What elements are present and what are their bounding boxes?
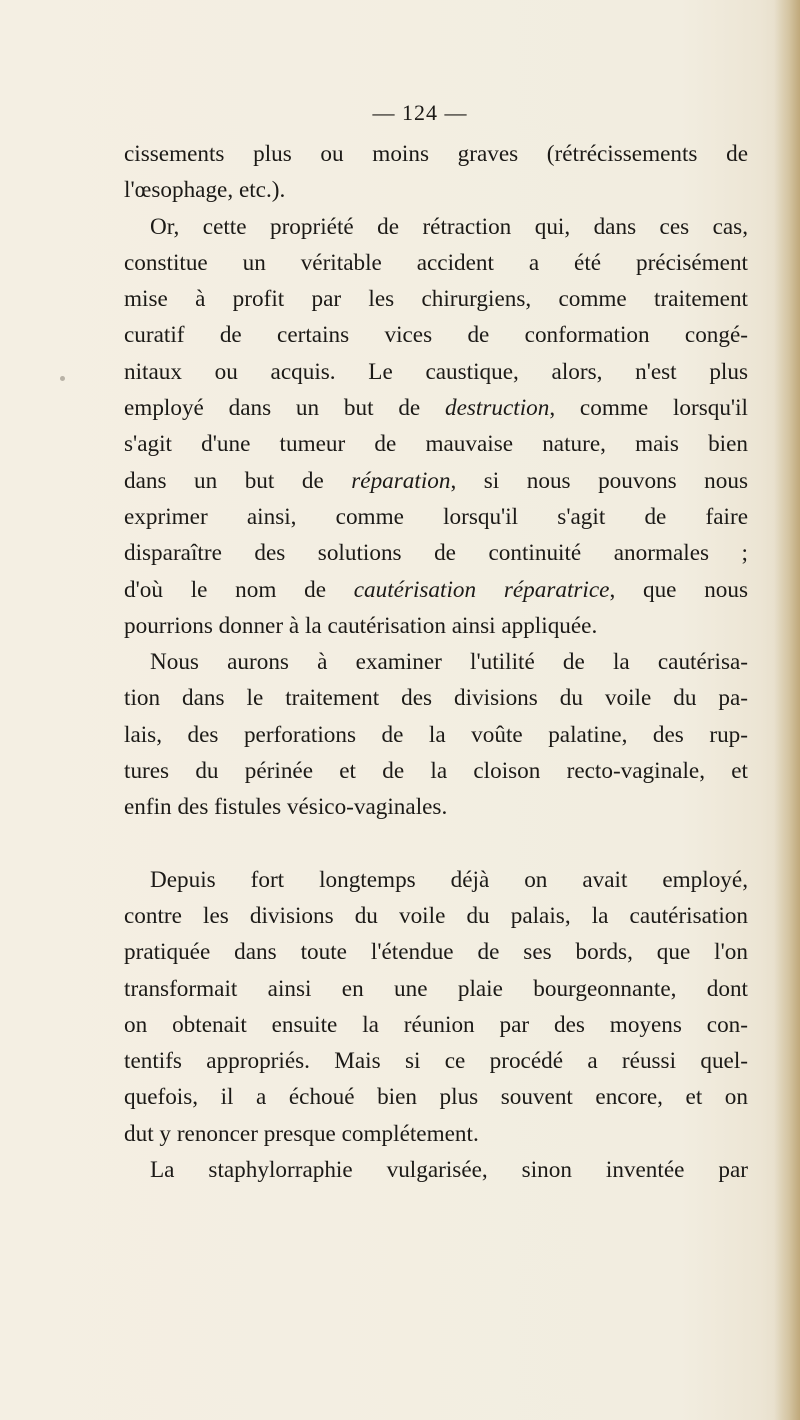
text-line bbox=[124, 390, 748, 426]
text-line: s'agit d'une tumeur de mauvaise nature, mais bien bbox=[124, 431, 748, 458]
paragraph-history bbox=[124, 862, 748, 1152]
body-text bbox=[124, 136, 748, 1188]
italic-term: réparation bbox=[351, 467, 451, 494]
page-edge-shadow bbox=[774, 0, 800, 1420]
italic-term: cautérisation réparatrice bbox=[353, 576, 610, 603]
text-line: tures du périnée et de la cloison recto-vaginale, et bbox=[124, 758, 748, 785]
text-line: La staphylorraphie vulgarisée, sinon inventée par bbox=[150, 1157, 748, 1184]
text-line: contre les divisions du voile du palais, la cautérisation bbox=[124, 902, 748, 929]
margin-speck bbox=[60, 376, 65, 381]
text-segment: dans un but de bbox=[124, 467, 352, 494]
text-segment: , que nous bbox=[609, 576, 748, 603]
text-line: enfin des fistules vésico-vaginales. bbox=[124, 794, 448, 821]
text-line bbox=[124, 463, 748, 499]
text-line: lais, des perforations de la voûte palatine, des rup- bbox=[124, 721, 748, 748]
text-line: disparaître des solutions de continuité anormales ; bbox=[124, 540, 748, 567]
paragraph-continuation bbox=[124, 136, 748, 209]
text-line: Depuis fort longtemps déjà on avait employé, bbox=[150, 866, 748, 893]
text-line: constitue un véritable accident a été précisément bbox=[124, 249, 748, 276]
paragraph-retraction bbox=[124, 209, 748, 645]
text-line: tentifs appropriés. Mais si ce procédé a réussi quel- bbox=[124, 1048, 748, 1075]
text-line: l'œsophage, etc.). bbox=[124, 177, 286, 204]
text-line: cissements plus ou moins graves (rétrécissements de bbox=[124, 141, 748, 167]
text-line bbox=[124, 572, 748, 608]
text-line: on obtenait ensuite la réunion par des moyens con- bbox=[124, 1011, 748, 1038]
paragraph-staphylorraphy bbox=[124, 1152, 748, 1188]
paragraph-spacer bbox=[124, 826, 748, 862]
text-line: Nous aurons à examiner l'utilité de la cautérisa- bbox=[150, 649, 748, 676]
text-line: curatif de certains vices de conformation congé- bbox=[124, 322, 748, 349]
italic-term: destruction bbox=[445, 395, 550, 422]
text-segment: , si nous pouvons nous bbox=[450, 467, 748, 494]
text-line: transformait ainsi en une plaie bourgeonnante, dont bbox=[124, 975, 748, 1002]
text-line: Or, cette propriété de rétraction qui, dans ces cas, bbox=[150, 213, 748, 240]
text-segment: , comme lorsqu'il bbox=[549, 395, 748, 422]
page-number: — 124 — bbox=[372, 100, 468, 125]
text-line: quefois, il a échoué bien plus souvent encore, et on bbox=[124, 1084, 748, 1111]
text-segment: d'où le nom de bbox=[124, 576, 354, 603]
text-line: exprimer ainsi, comme lorsqu'il s'agit de faire bbox=[124, 503, 748, 530]
paragraph-examination bbox=[124, 644, 748, 825]
text-line: dut y renoncer presque complétement. bbox=[124, 1120, 479, 1147]
text-segment: employé dans un but de bbox=[124, 395, 445, 422]
text-line: pratiquée dans toute l'étendue de ses bords, que l'on bbox=[124, 939, 748, 966]
text-line: mise à profit par les chirurgiens, comme traitement bbox=[124, 286, 748, 313]
text-line: pourrions donner à la cautérisation ainsi appliquée. bbox=[124, 612, 598, 639]
text-line: nitaux ou acquis. Le caustique, alors, n'est plus bbox=[124, 358, 748, 385]
text-line: tion dans le traitement des divisions du voile du pa- bbox=[124, 685, 748, 712]
